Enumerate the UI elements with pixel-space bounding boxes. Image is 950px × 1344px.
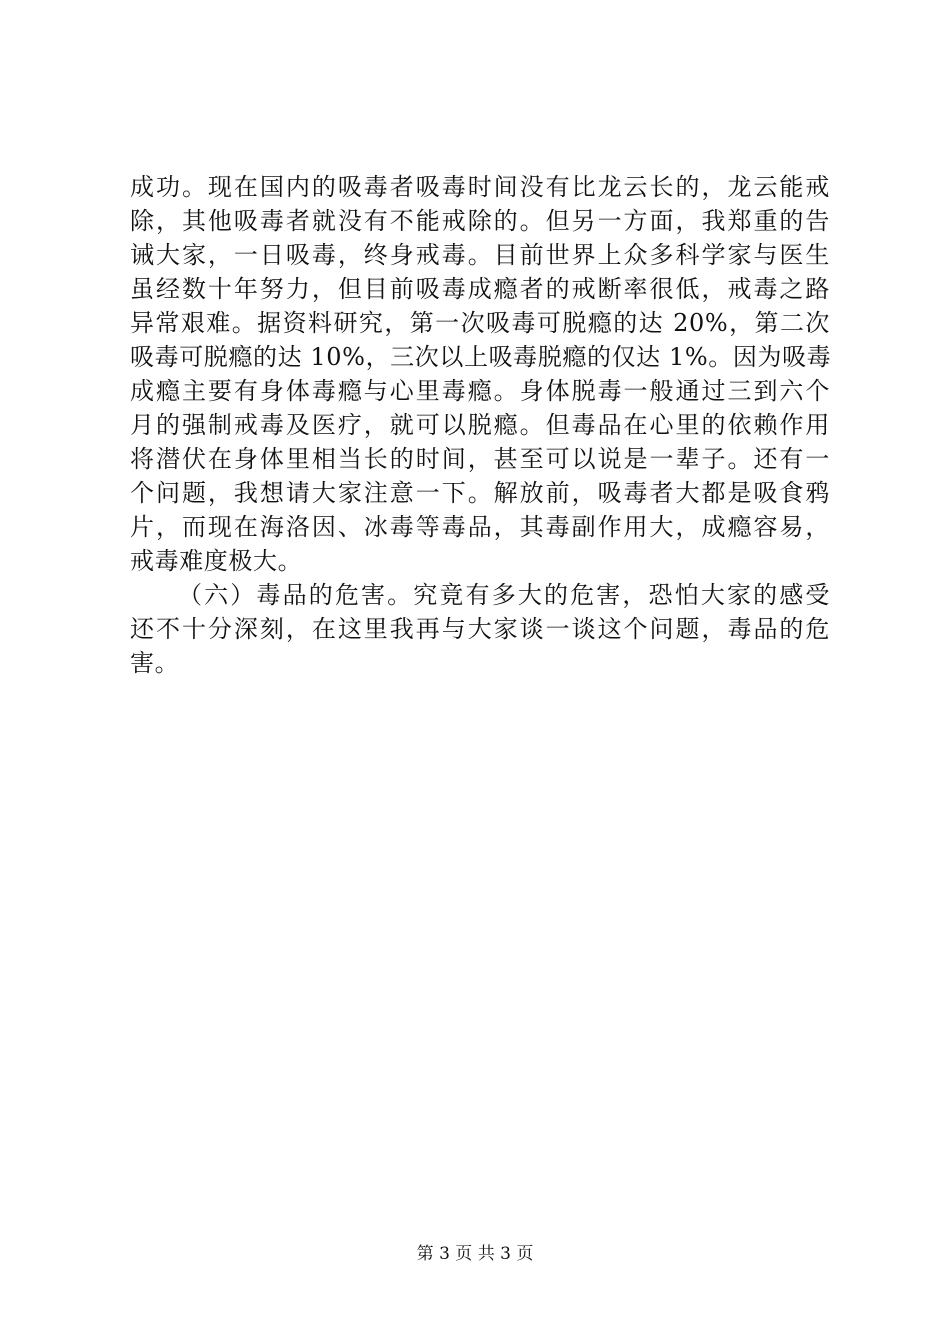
document-body	[130, 170, 830, 680]
text-line: 成功。现在国内的吸毒者吸毒时间没有比龙云长的，龙云能戒	[130, 173, 830, 201]
text-line: 将潜伏在身体里相当长的时间，甚至可以说是一辈子。还有一	[130, 445, 830, 473]
text-line: 诫大家，一日吸毒，终身戒毒。目前世界上众多科学家与医生	[130, 241, 830, 269]
text-line: 还不十分深刻，在这里我再与大家谈一谈这个问题，毒品的危	[130, 615, 830, 643]
text-line: 害。	[130, 649, 180, 677]
text-line: 虽经数十年努力，但目前吸毒成瘾者的戒断率很低，戒毒之路	[130, 275, 830, 303]
page-footer	[0, 1242, 950, 1266]
text-line: 成瘾主要有身体毒瘾与心里毒瘾。身体脱毒一般通过三到六个	[130, 377, 830, 405]
text-line: 除，其他吸毒者就没有不能戒除的。但另一方面，我郑重的告	[130, 207, 830, 235]
text-line: 个问题，我想请大家注意一下。解放前，吸毒者大都是吸食鸦	[130, 479, 830, 507]
text-line: 吸毒可脱瘾的达 10%，三次以上吸毒脱瘾的仅达 1%。因为吸毒	[130, 343, 832, 371]
text-line: 戒毒难度极大。	[130, 547, 303, 575]
paragraph-drug-addiction	[130, 170, 830, 578]
text-line: 异常艰难。据资料研究，第一次吸毒可脱瘾的达 20%，第二次	[130, 309, 830, 337]
text-line: （六）毒品的危害。究竟有多大的危害，恐怕大家的感受	[178, 581, 830, 609]
page-number: 第 3 页 共 3 页	[416, 1244, 534, 1264]
paragraph-drug-harm	[130, 578, 830, 680]
text-line: 片，而现在海洛因、冰毒等毒品，其毒副作用大，成瘾容易，	[130, 513, 830, 541]
text-line: 月的强制戒毒及医疗，就可以脱瘾。但毒品在心里的依赖作用	[130, 411, 830, 439]
